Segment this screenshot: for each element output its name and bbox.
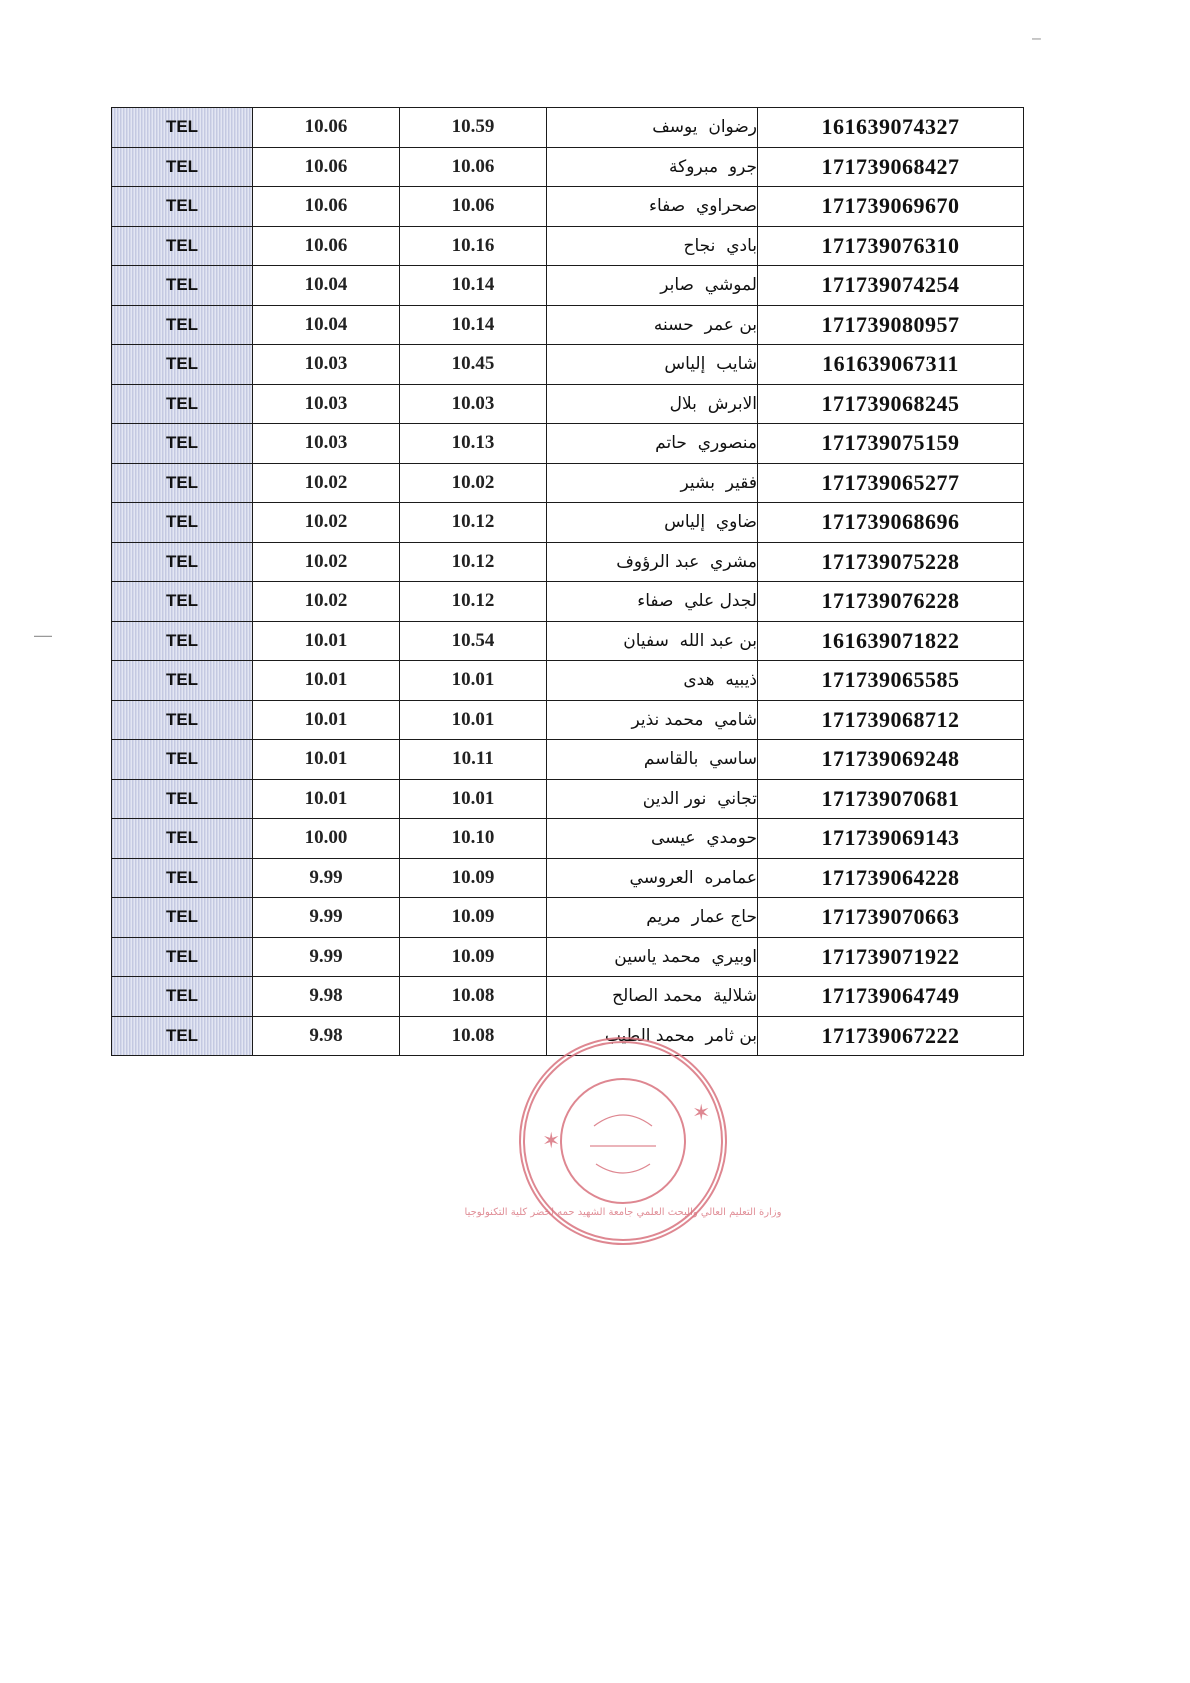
student-name-cell [547,503,758,543]
scan-mark: — [34,625,52,645]
average-cell: 10.12 [400,582,547,622]
student-name-cell [547,305,758,345]
student-name-cell [547,779,758,819]
student-id-cell: 171739068712 [758,700,1024,740]
student-name-cell [547,740,758,780]
svg-text:✶: ✶ [692,1101,711,1126]
table-row [112,937,1024,977]
student-id-cell: 171739076228 [758,582,1024,622]
table-row [112,898,1024,938]
speciality-cell: TEL [112,977,253,1017]
student-id-cell: 171739067222 [758,1016,1024,1056]
table-row [112,226,1024,266]
average-cell: 10.04 [253,266,400,306]
student-name: حاج عمار مريم [646,907,757,928]
speciality-cell: TEL [112,187,253,227]
student-name: ضاوي إلياس [664,512,757,533]
student-id-cell: 171739075159 [758,424,1024,464]
student-id-cell: 171739070681 [758,779,1024,819]
student-name-cell [547,898,758,938]
average-cell: 10.02 [253,503,400,543]
student-name: صحراوي صفاء [648,196,757,217]
student-name: مشري عبد الرؤوف [616,551,757,572]
student-name: جرو مبروكة [669,156,757,177]
speciality-cell: TEL [112,305,253,345]
table-row [112,384,1024,424]
average-cell: 10.01 [253,740,400,780]
average-cell: 10.09 [400,898,547,938]
average-cell: 10.54 [400,621,547,661]
student-name: اوبيري محمد ياسين [614,946,757,967]
student-name-cell [547,345,758,385]
student-id-cell: 171739064749 [758,977,1024,1017]
student-name-cell [547,977,758,1017]
average-cell: 9.98 [253,977,400,1017]
student-name-cell [547,700,758,740]
table-row [112,740,1024,780]
average-cell: 10.59 [400,108,547,148]
student-name: شايب إلياس [664,354,757,375]
student-name: لجدل علي صفاء [637,591,757,612]
student-id-cell: 171739069670 [758,187,1024,227]
table-row [112,305,1024,345]
speciality-cell: TEL [112,582,253,622]
average-cell: 10.08 [400,977,547,1017]
student-name-cell [547,463,758,503]
table-row [112,266,1024,306]
average-cell: 10.11 [400,740,547,780]
student-id-cell: 171739065585 [758,661,1024,701]
table-row [112,108,1024,148]
average-cell: 10.00 [253,819,400,859]
average-cell: 10.13 [400,424,547,464]
speciality-cell: TEL [112,779,253,819]
student-id-cell: 171739076310 [758,226,1024,266]
table-row [112,147,1024,187]
student-name: منصوري حاتم [655,433,757,454]
average-cell: 10.08 [400,1016,547,1056]
table-row [112,858,1024,898]
student-id-cell: 171739069143 [758,819,1024,859]
average-cell: 10.06 [400,187,547,227]
student-name-cell [547,621,758,661]
average-cell: 9.99 [253,898,400,938]
speciality-cell: TEL [112,661,253,701]
scan-mark: ‒ [1032,30,1041,47]
speciality-cell: TEL [112,384,253,424]
average-cell: 10.02 [400,463,547,503]
student-id-cell: 171739068696 [758,503,1024,543]
average-cell: 10.12 [400,503,547,543]
average-cell: 10.06 [253,108,400,148]
average-cell: 10.06 [253,187,400,227]
speciality-cell: TEL [112,819,253,859]
speciality-cell: TEL [112,424,253,464]
average-cell: 10.01 [253,621,400,661]
student-id-cell: 161639074327 [758,108,1024,148]
student-id-cell: 171739064228 [758,858,1024,898]
average-cell: 10.04 [253,305,400,345]
average-cell: 10.01 [253,661,400,701]
student-name: شلالية محمد الصالح [612,986,757,1007]
average-cell: 10.02 [253,542,400,582]
table-row [112,542,1024,582]
student-name-cell [547,147,758,187]
average-cell: 10.10 [400,819,547,859]
student-name-cell [547,108,758,148]
student-name: بن عمر حسنه [653,314,757,335]
student-name: الابرش بلال [669,393,757,414]
speciality-cell: TEL [112,108,253,148]
student-name-cell [547,582,758,622]
speciality-cell: TEL [112,147,253,187]
student-name: شامي محمد نذير [631,709,757,730]
student-name-cell [547,858,758,898]
table-row [112,503,1024,543]
student-name: رضوان يوسف [652,117,757,138]
average-cell: 10.14 [400,266,547,306]
table-row [112,424,1024,464]
speciality-cell: TEL [112,1016,253,1056]
student-name-cell [547,661,758,701]
average-cell: 10.12 [400,542,547,582]
average-cell: 10.16 [400,226,547,266]
table-row [112,977,1024,1017]
table-row [112,187,1024,227]
speciality-cell: TEL [112,345,253,385]
speciality-cell: TEL [112,542,253,582]
speciality-cell: TEL [112,621,253,661]
average-cell: 10.06 [253,226,400,266]
student-name: فقير بشير [680,472,757,493]
student-name-cell [547,937,758,977]
speciality-cell: TEL [112,463,253,503]
student-name: بن ثامر محمد الطيب [604,1025,757,1046]
average-cell: 10.02 [253,463,400,503]
student-id-cell: 171739070663 [758,898,1024,938]
table-row [112,779,1024,819]
student-id-cell: 171739071922 [758,937,1024,977]
speciality-cell: TEL [112,226,253,266]
student-name-cell [547,819,758,859]
student-name: بادي نجاح [683,235,757,256]
average-cell: 10.09 [400,858,547,898]
speciality-cell: TEL [112,898,253,938]
speciality-cell: TEL [112,700,253,740]
student-name: ذيبيه هدى [683,670,757,691]
student-name-cell [547,384,758,424]
average-cell: 10.01 [253,700,400,740]
table-row [112,345,1024,385]
table-row [112,819,1024,859]
student-name: لموشي صابر [660,275,757,296]
average-cell: 9.98 [253,1016,400,1056]
student-id-cell: 161639067311 [758,345,1024,385]
student-name: عمامره العروسي [629,867,757,888]
student-name-cell [547,266,758,306]
student-name: ساسي بالقاسم [643,749,757,770]
average-cell: 9.99 [253,858,400,898]
student-name: حومدي عيسى [650,828,757,849]
average-cell: 10.03 [253,424,400,464]
table-row [112,621,1024,661]
student-name-cell [547,424,758,464]
speciality-cell: TEL [112,266,253,306]
student-name: بن عبد الله سفيان [623,630,757,651]
table-row [112,582,1024,622]
average-cell: 10.06 [253,147,400,187]
student-id-cell: 171739074254 [758,266,1024,306]
student-name-cell [547,226,758,266]
student-name-cell [547,187,758,227]
student-id-cell: 171739068245 [758,384,1024,424]
student-name-cell [547,542,758,582]
average-cell: 10.02 [253,582,400,622]
svg-text:✶: ✶ [542,1129,561,1154]
student-id-cell: 161639071822 [758,621,1024,661]
average-cell: 10.09 [400,937,547,977]
average-cell: 10.01 [400,700,547,740]
average-cell: 10.03 [253,345,400,385]
speciality-cell: TEL [112,740,253,780]
table-row [112,463,1024,503]
average-cell: 10.03 [253,384,400,424]
student-id-cell: 171739068427 [758,147,1024,187]
average-cell: 9.99 [253,937,400,977]
results-table-body [112,108,1024,1056]
student-id-cell: 171739069248 [758,740,1024,780]
average-cell: 10.45 [400,345,547,385]
results-table [111,107,1024,1056]
average-cell: 10.01 [400,661,547,701]
average-cell: 10.06 [400,147,547,187]
speciality-cell: TEL [112,503,253,543]
average-cell: 10.14 [400,305,547,345]
speciality-cell: TEL [112,858,253,898]
average-cell: 10.01 [253,779,400,819]
speciality-cell: TEL [112,937,253,977]
student-id-cell: 171739065277 [758,463,1024,503]
student-id-cell: 171739075228 [758,542,1024,582]
average-cell: 10.01 [400,779,547,819]
average-cell: 10.03 [400,384,547,424]
stamp-text: وزارة التعليم العالي والبحث العلمي جامعة الشهيد حمه لخضر كلية التكنولوجيا [464,1207,782,1218]
student-id-cell: 171739080957 [758,305,1024,345]
table-row [112,661,1024,701]
student-name: تجاني نور الدين [642,788,757,809]
table-row [112,700,1024,740]
